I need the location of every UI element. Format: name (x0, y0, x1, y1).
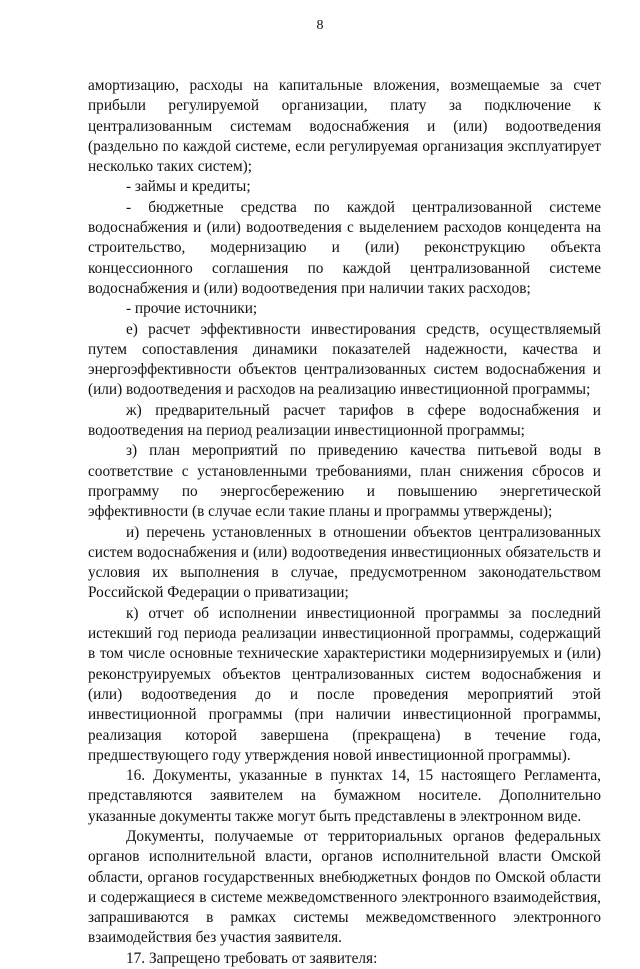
paragraph: - займы и кредиты; (126, 178, 251, 196)
paragraph: и) перечень установленных в отношении объектов централизованных систем водоснабжения и (или) водоотведения инвестиционных обязательств и условия их выполнения в случае, предусмотренном законодательством Российской Федерации о приватизации; (88, 523, 601, 602)
paragraph: Документы, получаемые от территориальных органов федеральных органов исполнительной власти, органов исполнительной власти Омской области, органов государственных внебюджетных фондов по Омской области и содержащиеся в системе межведомственного электронного взаимодействия, запрашиваются в рамках системы межведомственного электронного взаимодействия без участия заявителя. (88, 827, 601, 947)
paragraph: - бюджетные средства по каждой централизованной системе водоснабжения и (или) водоотведения с выделением расходов концедента на строительство, модернизацию и (или) реконструкцию объекта концессионного соглашения по каждой централизованной системе водоснабжения и (или) водоотведения при наличии таких расходов; (88, 198, 601, 297)
paragraph: 17. Запрещено требовать от заявителя: (126, 949, 378, 967)
paragraph: - прочие источники; (126, 300, 258, 318)
paragraph: ж) предварительный расчет тарифов в сфере водоснабжения и водоотведения на период реализации инвестиционной программы; (88, 401, 601, 440)
paragraph: 16. Документы, указанные в пунктах 14, 15 настоящего Регламента, представляются заявителем на бумажном носителе. Дополнительно указанные документы также могут быть представлены в электронном виде. (88, 767, 601, 825)
page-number: 8 (316, 18, 324, 33)
paragraph: к) отчет об исполнении инвестиционной программы за последний истекший год периода реализации инвестиционной программы, содержащий в том числе основные технические характеристики модернизируемых и (или) реконструируемых объектов централизованных систем водоснабжения и (или) водоотведения до и после проведения мероприятий этой инвестиционной программы (при наличии инвестиционной программы, реализация которой завершена (прекращена) в течение года, предшествующего году утверждения новой инвестиционной программы). (88, 604, 601, 764)
document-body (88, 76, 601, 969)
paragraph: амортизацию, расходы на капитальные вложения, возмещаемые за счет прибыли регулируемой организации, плату за подключение к централизованным системам водоснабжения и (или) водоотведения (раздельно по каждой системе, если регулируемая организация эксплуатирует несколько таких систем); (88, 77, 601, 176)
paragraph: з) план мероприятий по приведению качества питьевой воды в соответствие с установленными требованиями, план снижения сбросов и программу по энергосбережению и повышению энергетической эффективности (в случае если такие планы и программы утверждены); (88, 442, 601, 521)
paragraph: е) расчет эффективности инвестирования средств, осуществляемый путем сопоставления динамики показателей надежности, качества и энергоэффективности объектов централизованных систем водоснабжения и (или) водоотведения и расходов на реализацию инвестиционной программы; (88, 320, 601, 399)
